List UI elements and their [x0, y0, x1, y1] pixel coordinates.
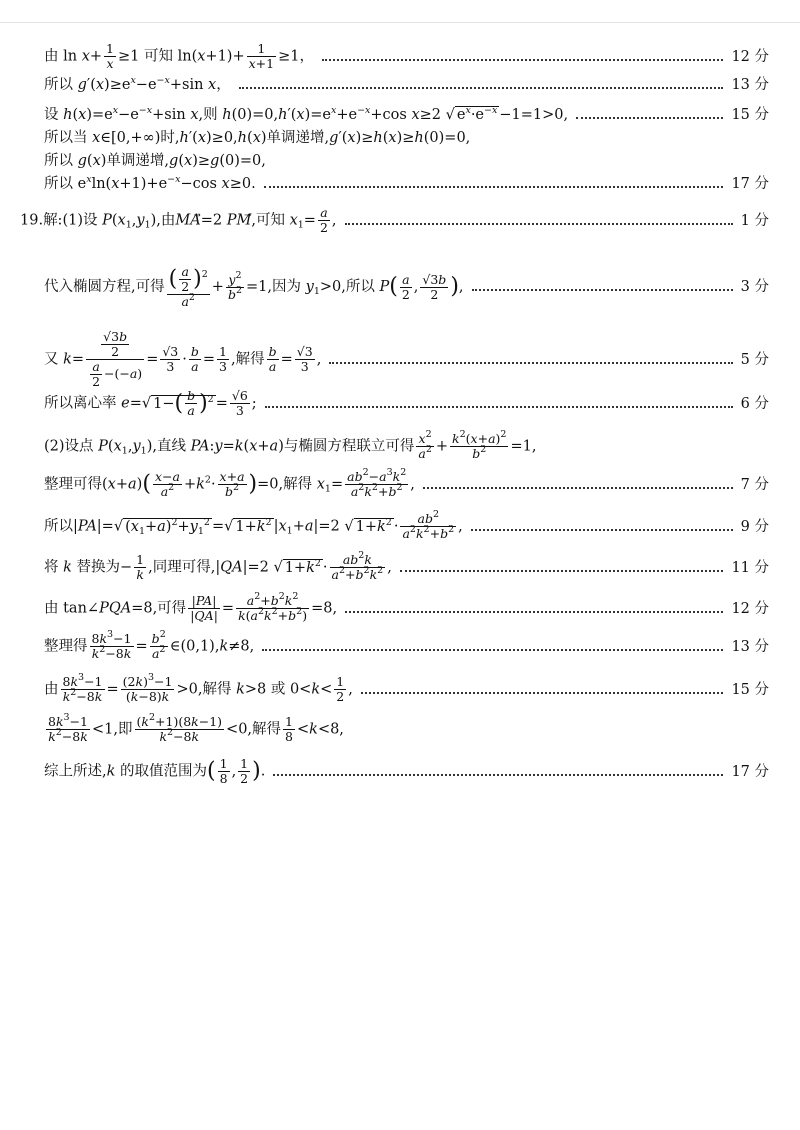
leader-dots [273, 774, 723, 776]
leader-dots [361, 692, 724, 694]
solution-line [44, 509, 769, 541]
line-text: 所以当 x∈[0,+∞)时,h′(x)≥0,h(x)单调递增,g′(x)≥h(x)≥h(0)=0, [44, 130, 471, 146]
solution-line [44, 757, 769, 786]
line-text: 19.解:(1)设 $P(x_1,y_1)$,由MA⃗=2 PM⃗,可知 $x_1=$ $\frac{a}{2}$ , [20, 205, 337, 235]
score-label: 15 分 [731, 681, 769, 698]
solution-line [44, 175, 769, 193]
line-text: 整理得 $\frac{8k^3-1}{k^2-8k}$ = $\frac{b^2}{a^2}$ ∈(0,1),k≠8, [44, 629, 255, 661]
leader-dots [471, 529, 733, 531]
solution-line [44, 672, 769, 704]
leader-dots [472, 289, 733, 291]
leader-dots [329, 362, 732, 364]
solution-line [44, 467, 769, 499]
leader-dots [345, 611, 723, 613]
score-label: 17 分 [731, 763, 769, 780]
score-label: 13 分 [731, 638, 769, 655]
line-text: 所以 g(x)单调递增,g(x)≥g(0)=0, [44, 153, 266, 169]
score-label: 3 分 [740, 279, 769, 295]
solution-line [44, 152, 769, 170]
solution-line [44, 629, 769, 661]
leader-dots [262, 649, 723, 651]
solution-line [44, 106, 769, 124]
line-text: 又 k= $\frac{√3b}{2}$ $\frac{a}{2}$ −(−a) = $\frac{√3}{3}$ · $\frac{b}{a}$ = $\frac{1}{3}$ ,解得 $\frac{b}{a}$ = $\frac{√3}{3}$ , [44, 329, 322, 389]
score-label: 15 分 [731, 107, 769, 123]
solution-line [44, 429, 769, 461]
line-text: 由 tan∠PQA=8,可得 $\frac{|PA|}{|QA|}$ = $\frac{a^2+b^2k^2}{k(a^2k^2+b^2)}$ =8, [44, 591, 338, 623]
line-text: 代入椭圆方程,可得 ( $\frac{a}{2}$ )$^2$ $a^2$ + $\frac{y^2}{b^2}$ =1,因为 $y_1>0$,所以 P( $\frac{a}{2}$ , $\frac{√3b}{2}$ ), [44, 264, 464, 309]
line-text: 所以离心率 e=√ 1−( $\frac{b}{a}$ )$^2$ = $\frac{√6}{3}$ ; [44, 388, 257, 418]
line-text: 所以 $g'(x)\ge e^x-e^{-x}+\sin$ x， [44, 75, 231, 93]
line-text: 将 k 替换为− $\frac{1}{k}$ ,同理可得,|QA|=2 √ $1+k^2$ · $\frac{ab^2k}{a^2+b^2k^2}$ , [44, 550, 392, 582]
score-label: 17 分 [731, 176, 769, 192]
line-text: 由 ln x+ $\frac{1}{x}$ ≥1 可知 ln(x+1)+ $\frac{1}{x+1}$ ≥1， [44, 41, 314, 71]
solution-line [44, 129, 769, 147]
solution-line [44, 550, 769, 582]
solution-line [44, 712, 769, 744]
score-label: 5 分 [740, 351, 769, 368]
solution-line [44, 76, 769, 94]
solution-line [44, 591, 769, 623]
score-label: 13 分 [731, 77, 769, 93]
solution-line [44, 42, 769, 71]
score-label: 1 分 [740, 212, 769, 229]
leader-dots [264, 186, 724, 188]
line-text: 所以|PA|=√ $(x_1+a)^2+y_1^2$ =√ $1+k^2$ $|x_1+a|=2$ √ $1+k^2$ · $\frac{ab^2}{a^2k^2+b^2}$ , [44, 509, 463, 541]
score-label: 9 分 [740, 518, 769, 535]
solution-line [44, 389, 769, 418]
line-text: 综上所述,k 的取值范围为( $\frac{1}{8}$ , $\frac{1}{2}$ ). [44, 756, 266, 786]
top-rule [0, 22, 800, 23]
problem-number: 19. [20, 212, 44, 229]
score-label: 11 分 [731, 559, 769, 576]
line-text: 所以 $e^x\ln(x+1)+e^{-x}-\cos$ x≥0. [44, 174, 256, 192]
line-text: 由 $\frac{8k^3-1}{k^2-8k}$ = $\frac{(2k)^3-1}{(k-8)k}$ >0,解得 k>8 或 0<k< $\frac{1}{2}$ , [44, 672, 353, 704]
leader-dots [265, 406, 733, 408]
leader-dots [423, 487, 733, 489]
solution-line [44, 265, 769, 309]
score-label: 12 分 [731, 48, 769, 65]
score-label: 6 分 [740, 395, 769, 412]
leader-dots [400, 570, 724, 572]
leader-dots [322, 59, 723, 61]
line-text: $\frac{8k^3-1}{k^2-8k}$ <1,即 $\frac{(k^2+1)(8k-1)}{k^2-8k}$ <0,解得 $\frac{1}{8}$ <k<8, [48, 712, 344, 744]
leader-dots [576, 117, 723, 119]
solution-line [20, 206, 769, 235]
score-label: 12 分 [731, 600, 769, 617]
leader-dots [239, 87, 724, 89]
line-text: 设 $h(x)=e^x-e^{-x}+\sin$ x,则 $h(0)=0,h'(x)=e^x+e^{-x}+\cos$ x≥2 √ $e^x\cdot e^{-x} -1=1>0$, [44, 105, 569, 123]
line-text: (2)设点 $P(x_1,y_1)$,直线 PA:y=k(x+a)与椭圆方程联立可得 $\frac{x^2}{a^2}$ + $\frac{k^2(x+a)^2}{b^2}$ =1, [44, 429, 537, 461]
score-label: 7 分 [740, 476, 769, 493]
leader-dots [345, 223, 733, 225]
solution-line [44, 330, 769, 389]
line-text: 整理可得(x+a)( $\frac{x-a}{a^2}$ $+k^2\cdot$ $\frac{x+a}{b^2}$ )=0,解得 $x_1=$ $\frac{ab^2-a^3k^2}{a^2k^2+b^2}$ , [44, 467, 415, 499]
